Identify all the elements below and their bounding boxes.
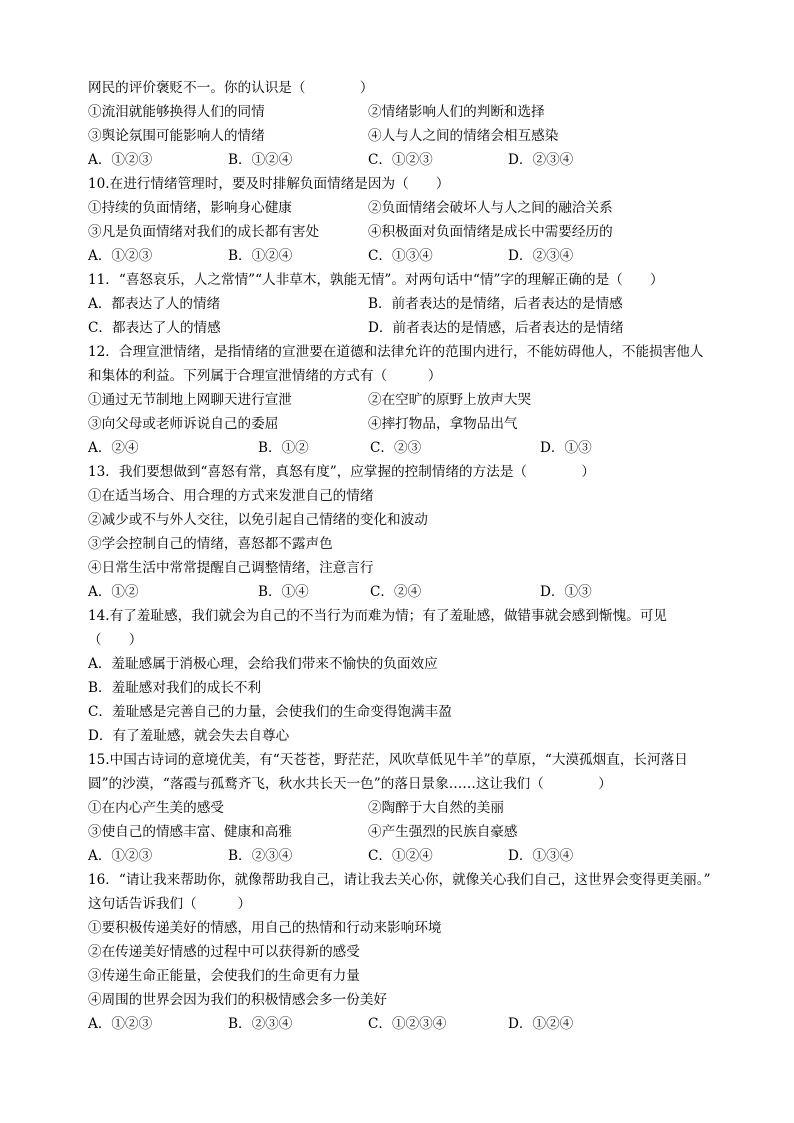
choice-b: B．①②④ xyxy=(228,152,293,168)
choice-a: A．①② xyxy=(88,584,139,600)
option-2: ②负面情绪会破坏人与人之间的融洽关系 xyxy=(368,200,613,216)
option-2: ②在空旷的原野上放声大哭 xyxy=(368,392,532,408)
question-13 xyxy=(88,460,728,604)
choice-b: B．①④ xyxy=(258,584,309,600)
choice-d: D．②③④ xyxy=(508,152,574,168)
choice-a: A．①②③ xyxy=(88,152,153,168)
question-12 xyxy=(88,340,728,460)
option-3: ③向父母或老师诉说自己的委屈 xyxy=(88,416,279,432)
question-stem-line-1: 14.有了羞耻感，我们就会为自己的不当行为而难为情；有了羞耻感，做错事就会感到惭愧。可见 xyxy=(88,608,667,624)
choice-c: C．②④ xyxy=(370,584,422,600)
question-11 xyxy=(88,268,728,340)
option-2: ②在传递美好情感的过程中可以获得新的感受 xyxy=(88,944,360,960)
option-2: ②减少或不与外人交往，以免引起自己情绪的变化和波动 xyxy=(88,512,428,528)
question-15 xyxy=(88,748,728,868)
question-stem: 11．“喜怒哀乐，人之常情”“人非草木，孰能无情”。对两句话中“情”字的理解正确的是（ ） xyxy=(88,272,664,288)
question-stem-line-1: 12．合理宣泄情绪，是指情绪的宣泄要在道德和法律允许的范围内进行，不能妨碍他人，不能损害他人 xyxy=(88,344,704,360)
choice-c: C．①②③④ xyxy=(368,1016,447,1032)
option-1: ①持续的负面情绪，影响身心健康 xyxy=(88,200,292,216)
choice-a: A．都表达了人的情绪 xyxy=(88,296,221,312)
question-stem-line-2: 这句话告诉我们（ ） xyxy=(88,896,252,912)
choice-d: D．①③ xyxy=(540,584,592,600)
question-list xyxy=(88,76,728,1036)
question-stem-line-2: 圆”的沙漠，“落霞与孤鹜齐飞，秋水共长天一色”的落日景象……这让我们（ ） xyxy=(88,776,612,792)
choice-b: B．②③④ xyxy=(228,1016,293,1032)
option-1: ①要积极传递美好的情感，用自己的热情和行动来影响环境 xyxy=(88,920,442,936)
choice-a: A．①②③ xyxy=(88,848,153,864)
question-16 xyxy=(88,868,728,1036)
option-2: ②情绪影响人们的判断和选择 xyxy=(368,104,545,120)
option-4: ④积极面对负面情绪是成长中需要经历的 xyxy=(368,224,613,240)
question-stem-line-1: 15.中国古诗词的意境优美，有“天苍苍，野茫茫，风吹草低见牛羊”的草原，“大漠孤烟直，长河落日 xyxy=(88,752,688,768)
option-3: ③使自己的情感丰富、健康和高雅 xyxy=(88,824,292,840)
choice-a: A．羞耻感属于消极心理，会给我们带来不愉快的负面效应 xyxy=(88,656,438,672)
option-1: ①通过无节制地上网聊天进行宣泄 xyxy=(88,392,292,408)
option-4: ④人与人之间的情绪会相互感染 xyxy=(368,128,559,144)
option-4: ④日常生活中常常提醒自己调整情绪，注意言行 xyxy=(88,560,374,576)
option-1: ①在内心产生美的感受 xyxy=(88,800,224,816)
option-1: ①流泪就能够换得人们的同情 xyxy=(88,104,265,120)
question-stem: 10.在进行情绪管理时，要及时排解负面情绪是因为（ ） xyxy=(88,176,450,192)
choice-c: C．①②③ xyxy=(368,152,433,168)
option-3: ③凡是负面情绪对我们的成长都有害处 xyxy=(88,224,320,240)
option-3: ③传递生命正能量，会使我们的生命更有力量 xyxy=(88,968,360,984)
question-stem: 13．我们要想做到“喜怒有常，真怒有度”，应掌握的控制情绪的方法是（ ） xyxy=(88,464,595,480)
question-stem-line-1: 16．“请让我来帮助你，就像帮助我自己，请让我去关心你，就像关心我们自己，这世界会变得更美丽。” xyxy=(88,872,711,888)
choice-b: B．前者表达的是情绪，后者表达的是情感 xyxy=(368,296,623,312)
choice-a: A．①②③ xyxy=(88,248,153,264)
choice-c: C．都表达了人的情感 xyxy=(88,320,221,336)
choice-c: C．羞耻感是完善自己的力量，会使我们的生命变得饱满丰盈 xyxy=(88,704,452,720)
option-4: ④摔打物品，拿物品出气 xyxy=(368,416,518,432)
choice-d: D．②③④ xyxy=(508,248,574,264)
choice-c: C．①③④ xyxy=(368,248,433,264)
option-3: ③学会控制自己的情绪，喜怒都不露声色 xyxy=(88,536,333,552)
question-10 xyxy=(88,172,728,268)
choice-b: B．②③④ xyxy=(228,848,293,864)
choice-b: B．①② xyxy=(258,440,309,456)
choice-d: D．①②④ xyxy=(508,1016,574,1032)
choice-c: C．②③ xyxy=(370,440,422,456)
question-stem-line-2: （ ） xyxy=(88,632,143,648)
option-4: ④周围的世界会因为我们的积极情感会多一份美好 xyxy=(88,992,388,1008)
choice-a: A．②④ xyxy=(88,440,139,456)
option-1: ①在适当场合、用合理的方式来发泄自己的情绪 xyxy=(88,488,374,504)
choice-b: B．羞耻感对我们的成长不利 xyxy=(88,680,262,696)
option-3: ③舆论氛围可能影响人的情绪 xyxy=(88,128,265,144)
choice-d: D．①③ xyxy=(540,440,592,456)
choice-c: C．①②④ xyxy=(368,848,433,864)
choice-d: D．①③④ xyxy=(508,848,574,864)
question-14 xyxy=(88,604,728,748)
choice-b: B．①②④ xyxy=(228,248,293,264)
question-9-tail xyxy=(88,76,728,172)
choice-a: A．①②③ xyxy=(88,1016,153,1032)
choice-d: D．有了羞耻感，就会失去自尊心 xyxy=(88,728,290,744)
option-4: ④产生强烈的民族自豪感 xyxy=(368,824,518,840)
choice-d: D．前者表达的是情感，后者表达的是情绪 xyxy=(368,320,624,336)
question-stem: 网民的评价褒贬不一。你的认识是（ ） xyxy=(88,80,374,96)
question-stem-line-2: 和集体的利益。下列属于合理宣泄情绪的方式有（ ） xyxy=(88,368,442,384)
option-2: ②陶醉于大自然的美丽 xyxy=(368,800,504,816)
